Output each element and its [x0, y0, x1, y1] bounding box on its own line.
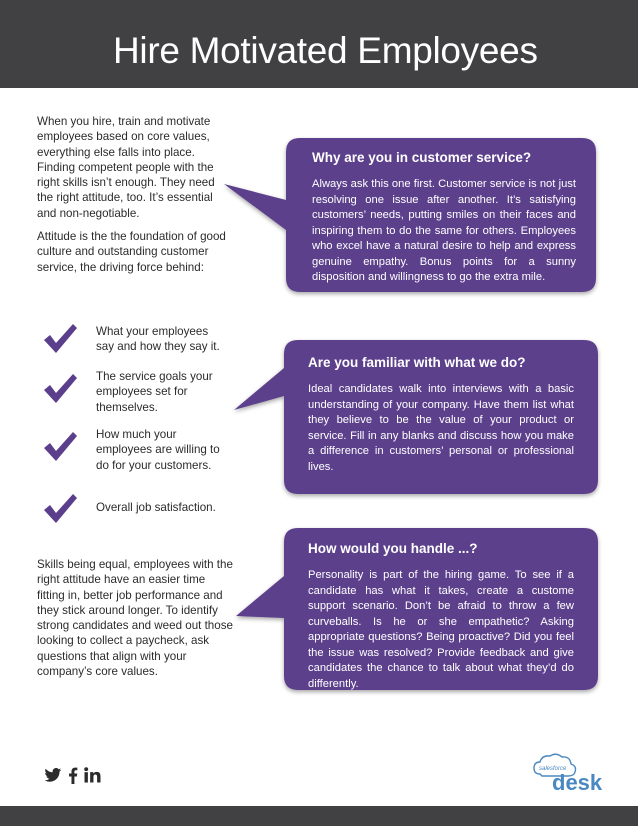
question-body: Ideal candidates walk into interviews with a basic understanding of your company. Have them list what they believe to be the value of your product or service. Fill in any blanks and discuss how you make a difference in customers’ personal or professional lives.	[308, 383, 574, 473]
salesforce-cloud-icon	[530, 750, 610, 795]
facebook-icon[interactable]	[68, 767, 78, 784]
logo-brand-text: desk	[552, 770, 603, 795]
footer-bar	[0, 806, 638, 826]
social-links	[44, 765, 101, 785]
question-bubble-2	[308, 355, 574, 475]
question-body: Personality is part of the hiring game. To see if a candidate has what it takes, create a custome support scenario. Don’t be afraid to throw a few curveballs. Is he or she empathetic? Asking appropriate questions? Being proactive? Did you feel the issue was resolved? Provide feedback and give candidates the chance to talk about what they’d do differently.	[308, 569, 574, 690]
question-body: Always ask this one first. Customer service is not just resolving one issue after another. It’s satisfying customers’ needs, putting smiles on their faces and inspiring them to do the same for others. Employees who excel have a natural desire to help and express genuine empathy. Bonus points for a sunny disposition and willingness to go the extra mile.	[312, 178, 576, 283]
question-bubble-1	[312, 150, 576, 286]
desk-logo	[530, 750, 610, 795]
intro-paragraph-1: When you hire, train and motivate employees based on core values, everything else falls into place. Finding competent people with the right skills isn’t enough. They need the right attitude, too. It’s essential and non-negotiable.	[37, 115, 215, 220]
linkedin-icon[interactable]	[84, 767, 101, 783]
skills-paragraph: Skills being equal, employees with the right attitude have an easier time fitting in, better job performance and they stick around longer. To identify strong candidates and weed out those looking to collect a paycheck, ask questions that align with your company’s core values.	[37, 558, 233, 679]
logo-small-text: salesforce	[539, 766, 567, 772]
intro-paragraph-2: Attitude is the the foundation of good culture and outstanding customer service, the driving force behind:	[37, 230, 226, 274]
twitter-icon[interactable]	[44, 768, 62, 783]
question-title: Why are you in customer service?	[312, 150, 532, 165]
checklist-item-3: How much your employees are willing to do for your customers.	[96, 428, 220, 472]
question-title: Are you familiar with what we do?	[308, 355, 526, 370]
checklist-item-2: The service goals your employees set for themselves.	[96, 370, 213, 414]
question-title: How would you handle ...?	[308, 541, 478, 556]
question-bubble-3	[308, 541, 574, 692]
page-title: Hire Motivated Employees	[113, 30, 538, 71]
checklist-item-1: What your employees say and how they say it.	[96, 325, 220, 354]
checklist-item-4: Overall job satisfaction.	[96, 501, 216, 514]
